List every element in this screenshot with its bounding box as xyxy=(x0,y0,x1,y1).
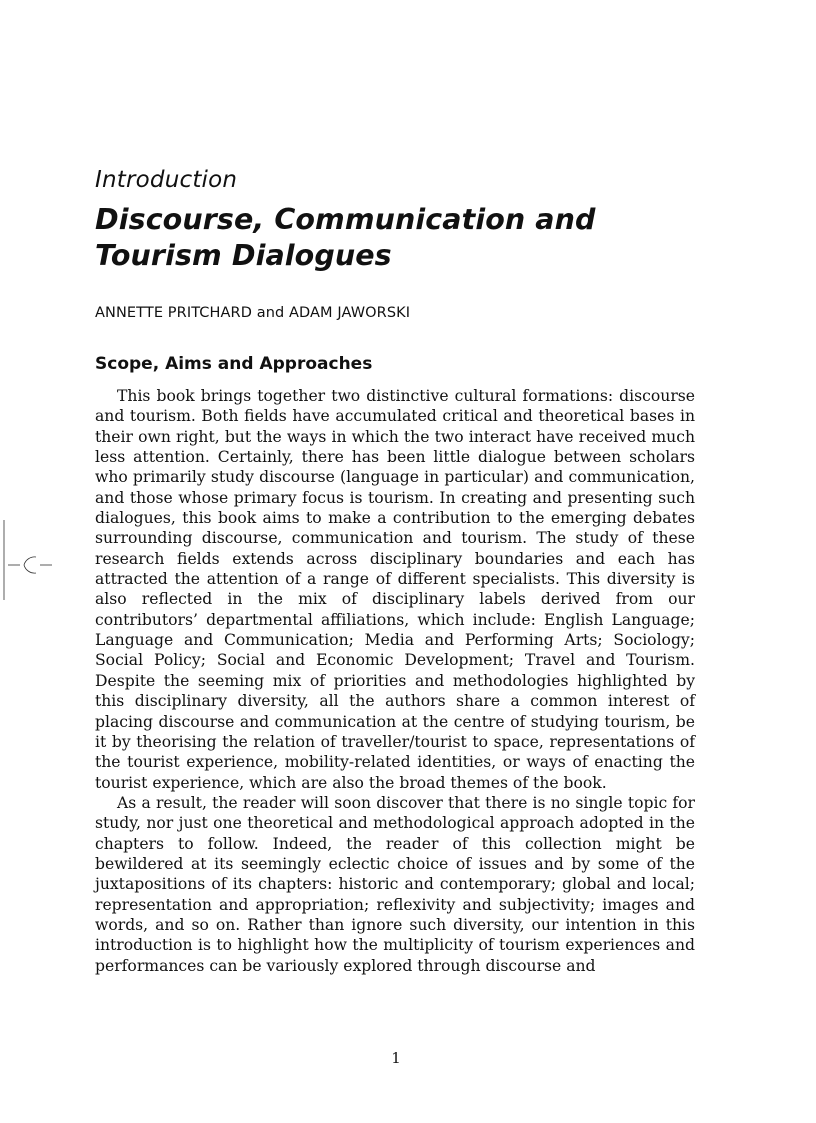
chapter-title-line-2: Tourism Dialogues xyxy=(95,239,392,272)
section-heading: Scope, Aims and Approaches xyxy=(95,354,373,374)
page-number: 1 xyxy=(391,1049,401,1067)
paragraph: This book brings together two distinctive cultural formations: discourse and tourism. Both fields have accumulated critical and theoretical bases in their own right, but the ways in which the two interact have received much less attention. Certainly, there has been little dialogue between scholars who primarily study discourse (language in particular) and communication, and those whose primary focus is tourism. In creating and presenting such dialogues, this book aims to make a contribution to the emerging debates surrounding discourse, communication and tourism. The study of these research fields extends across disciplinary boundaries and each has attracted the attention of a range of different specialists. This diversity is also reflected in the mix of disciplinary labels derived from our contributors’ departmental affiliations, which include: English Language; Language and Communication; Media and Performing Arts; Sociology; Social Policy; Social and Economic Development; Travel and Tourism. Despite the seeming mix of priorities and methodologies highlighted by this disciplinary diversity, all the authors share a common interest of placing discourse and communication at the centre of studying tourism, be it by theorising the relation of traveller/tourist to space, representations of the tourist experience, mobility-related identities, or ways of enacting the tourist experience, which are also the broad themes of the book. xyxy=(95,387,695,792)
chapter-title xyxy=(95,202,715,274)
registration-mark-icon xyxy=(0,520,60,600)
chapter-label: Introduction xyxy=(95,167,238,193)
paragraph: As a result, the reader will soon discover that there is no single topic for study, nor just one theoretical and methodological approach adopted in the chapters to follow. Indeed, the reader of this collection might be bewildered at its seemingly eclectic choice of issues and by some of the juxtapositions of its chapters: historic and contemporary; global and local; representation and appropriation; reflexivity and subjectivity; images and words, and so on. Rather than ignore such diversity, our intention in this introduction is to highlight how the multiplicity of tourism experiences and performances can be variously explored through discourse and xyxy=(95,793,695,975)
body-text xyxy=(95,386,695,976)
chapter-title-line-1: Discourse, Communication and xyxy=(95,203,596,236)
chapter-authors: ANNETTE PRITCHARD and ADAM JAWORSKI xyxy=(95,305,411,321)
